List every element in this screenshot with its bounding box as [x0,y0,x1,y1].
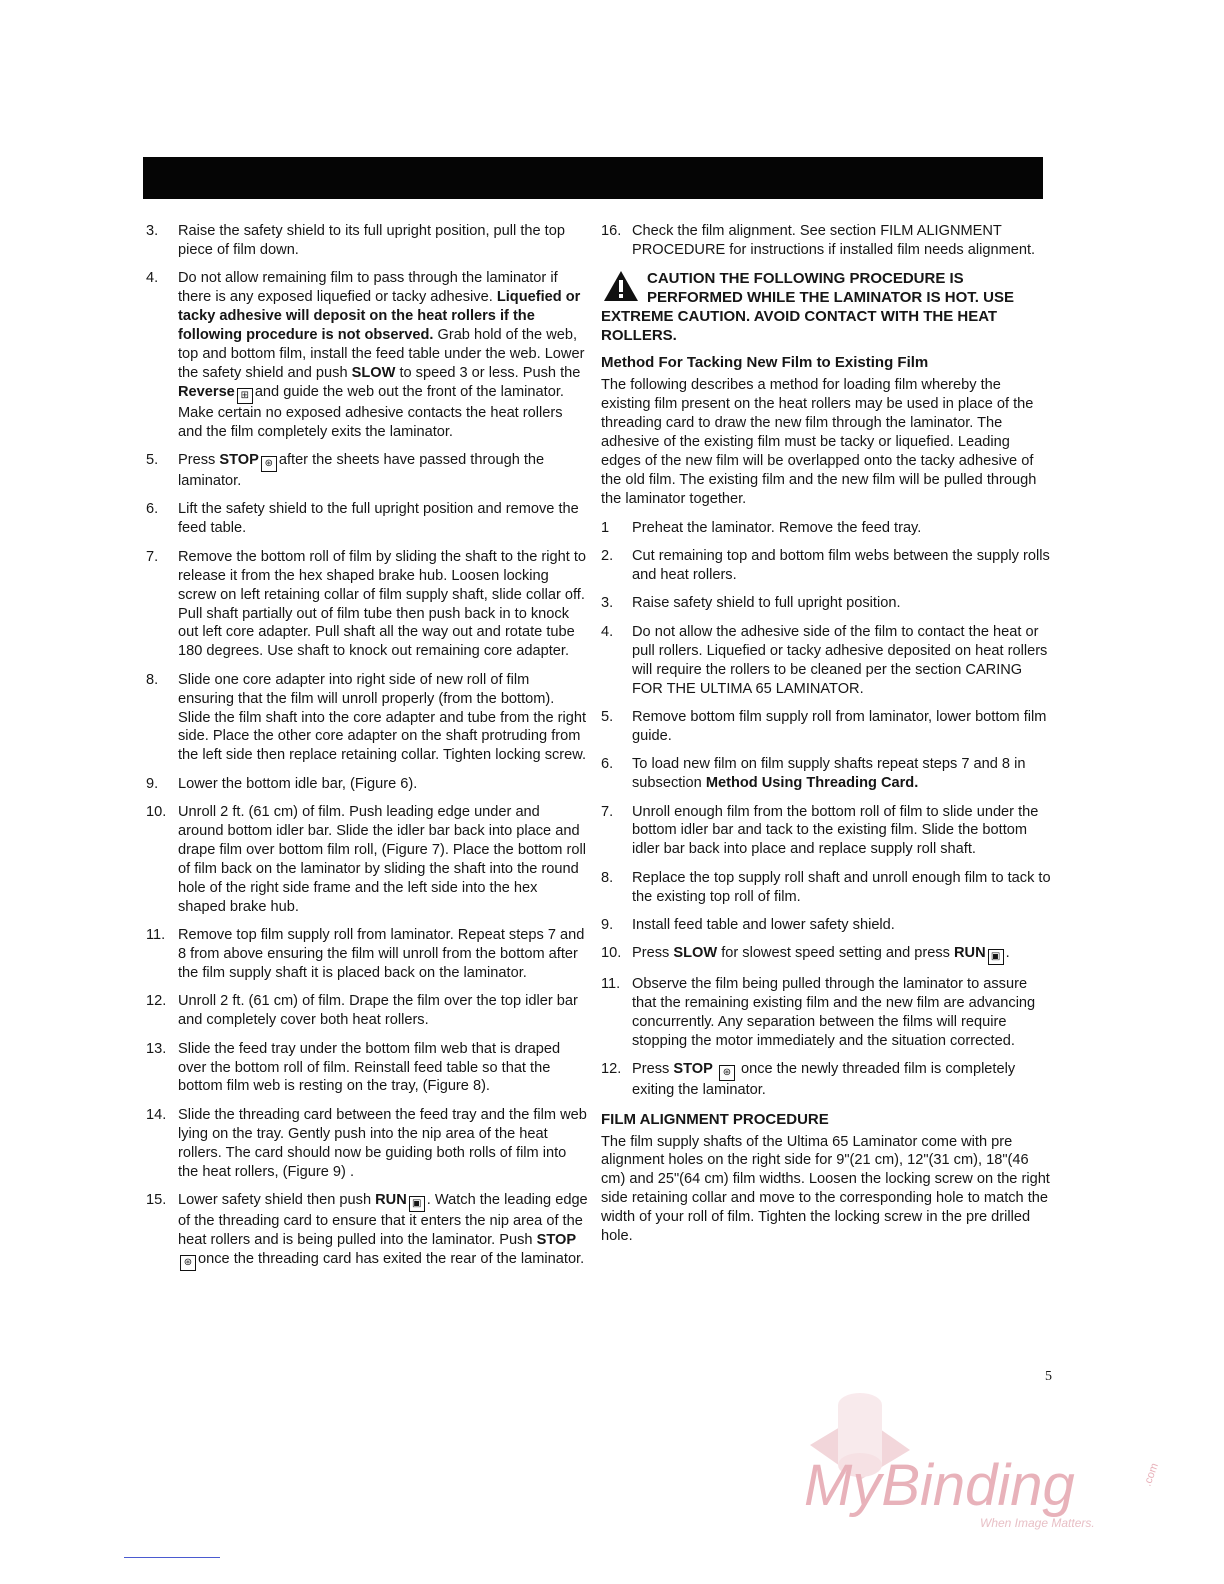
text-run: Cut remaining top and bottom film webs between the supply rolls and heat rollers. [632,548,1050,583]
text-run: Do not allow remaining film to pass through the laminator if there is any exposed liquefied or tacky adhesive. [178,270,558,306]
text-run: Do not allow the adhesive side of the film to contact the heat or pull rollers. Liquefied or tacky adhesive deposited on heat rollers will require the rollers to be cleaned per the section CARING FOR THE ULTIMA 65 LAMINATOR. [632,623,1048,697]
step-item [146,548,588,661]
step-item [601,519,1053,538]
text-run: Lift the safety shield to the full upright position and remove the feed table. [178,501,579,537]
text-run: Remove the bottom roll of film by sliding the shaft to the right to release it from the hex shaped brake hub. Loosen locking screw on left retaining collar of film supply shaft, slide collar off. Pull shaft partially out of film tube then push back in to knock out left core adapter. Pull shaft all the way out and rotate tube 180 degrees. Use shaft to knock out remaining core adapter. [178,548,587,660]
stop-key-icon: ⊛ [719,1065,735,1081]
step-number: 11. [601,975,621,992]
step-number: 6. [601,756,614,773]
step-number: 15. [146,1191,167,1208]
step-text [632,223,1035,258]
text-run: Raise safety shield to full upright position. [632,595,901,612]
step-number: 6. [146,501,159,518]
step-number: 12. [601,1061,622,1078]
text-run: after the sheets have passed through the laminator. [178,452,545,490]
bold-text: Reverse [178,383,235,400]
step-item [146,500,588,538]
step-text [632,756,1025,791]
step-number: 14. [146,1106,167,1123]
watermark-suffix: .com [1141,1461,1161,1489]
step-item [601,547,1053,585]
step-item [146,451,588,491]
text-run: Lower safety shield then push [178,1191,376,1208]
watermark-tagline: When Image Matters. [980,1516,1095,1530]
step-text [178,270,584,439]
caution-line-1: CAUTION THE FOLLOWING PROCEDURE IS [647,270,964,288]
step-item [601,708,1053,746]
method-heading: Method For Tacking New Film to Existing Film [601,354,929,372]
text-run: Install feed table and lower safety shield. [632,917,895,934]
step-text [632,804,1038,858]
bold-text: SLOW [351,364,396,381]
step-text [632,945,1010,961]
step-number: 4. [146,270,159,287]
step-text [632,520,921,536]
step-item [146,269,588,441]
step-item [601,869,1053,907]
bold-text: RUN [954,945,986,962]
step-number: 2. [601,548,614,565]
bold-text: SLOW [673,945,718,962]
mybinding-watermark [800,1375,1180,1535]
text-run: Press [632,945,674,962]
step-text [632,917,895,933]
text-run: Unroll enough film from the bottom roll of film to slide under the bottom idler bar and tack to the existing film. Slide the bottom idler bar back into place and replace supply roll shaft. [632,803,1039,858]
step-item [601,944,1053,965]
step-item [146,775,588,794]
alignment-text: The film supply shafts of the Ultima 65 Laminator come with pre alignment holes on the right side for 9"(21 cm), 12"(31 cm), 18"(46 cm) and 25"(64 cm) film widths. Loosen the locking screw on the right side retaining collar and move to the corresponding hole to match the width of your roll of film. Tighten the locking screw in the pre drilled hole. [601,1133,1050,1245]
step-text [632,548,1050,583]
step-number: 3. [146,223,159,239]
text-run: Unroll 2 ft. (61 cm) of film. Push leading edge under and around bottom idler bar. Slide the idler bar back into place and drape film over bottom film roll, (Figure 7). Place the bottom roll of film back on the laminator by sliding the shaft into the round hole of the right side frame and the left side into the hex shaped brake hub. [178,804,586,915]
bold-text: RUN [375,1191,407,1208]
step-item [146,992,588,1030]
step-number: 11. [146,927,166,944]
step-text [178,452,544,489]
text-run: and guide the web out the front of the laminator. Make certain no exposed adhesive contacts the heat rollers and the film completely exits the laminator. [178,383,564,440]
stop-key-icon: ⊛ [180,1255,196,1271]
step-text [178,672,586,764]
step-item [601,975,1053,1051]
step-number: 10. [146,804,167,821]
text-run: for slowest speed setting and press [717,945,955,962]
step-text [632,976,1035,1049]
step-text [178,223,565,258]
bold-text: STOP [536,1231,577,1248]
text-run: Remove bottom film supply roll from laminator, lower bottom film guide. [632,708,1047,744]
step-number: 7. [146,548,159,565]
text-run: Unroll 2 ft. (61 cm) of film. Drape the film over the top idler bar and completely cover both heat rollers. [178,993,578,1029]
step-text [632,624,1047,697]
stop-key-icon: ⊛ [261,456,277,472]
text-run: . Watch the leading edge of the threading card to ensure that it enters the nip area of the heat rollers and is being pulled into the laminator. Push [178,1191,588,1248]
text-run [713,1061,717,1077]
text-run: Preheat the laminator. Remove the feed tray. [632,519,922,536]
step-text [178,776,417,792]
text-run: Observe the film being pulled through the laminator to assure that the remaining existing film and the new film are advancing concurrently. Any separation between the films will require stopping the motor immediately and the situation corrected. [632,975,1036,1049]
step-text [178,501,579,536]
step-number: 8. [601,869,614,886]
bold-text: Method Using Threading Card. [705,775,919,792]
step-item [146,803,588,916]
text-run: Slide the feed tray under the bottom film web that is draped over the bottom roll of film. Reinstall feed table so that the bottom film web is resting on the tray, (Figure 8). [178,1040,561,1095]
text-run: once the threading card has exited the rear of the laminator. [198,1250,585,1267]
step-item [601,594,1053,613]
method-intro: The following describes a method for loading film whereby the existing film present on the heat rollers may be used in place of the threading card to draw the new film through the laminator. The adhesive of the existing film must be tacky or liquefied. Leading edges of the new film will be overlapped onto the tacky adhesive of the old film. The existing film and the new film will be pulled through the laminator together. [601,377,1037,507]
step-number: 3. [601,595,614,612]
text-run: once the newly threaded film is completely exiting the laminator. [632,1061,1016,1099]
watermark-brand: MyBinding [804,1453,1075,1518]
step-text [632,709,1046,744]
step-number: 9. [601,917,614,934]
left-column [146,222,588,1280]
bold-text: STOP [673,1061,713,1078]
step-text [178,1192,588,1267]
text-run: Raise the safety shield to its full upright position, pull the top piece of film down. [178,223,565,258]
text-run: Slide one core adapter into right side of new roll of film ensuring that the film will unroll properly (from the bottom). Slide the film shaft into the core adapter and tube from the right side. Place the other core adapter on the shaft protruding from the left side then replace retaining collar. Tighten locking screw. [178,671,587,764]
step-number: 8. [146,671,159,688]
step-number: 1 [601,519,610,536]
text-run: Lower the bottom idle bar, (Figure 6). [178,775,418,792]
step-item [601,222,1053,260]
step-text [178,804,586,915]
step-number: 5. [146,452,159,469]
text-run: to speed 3 or less. Push the [395,364,581,381]
step-item [601,755,1053,793]
step-number: 10. [601,945,622,962]
caution-block [601,269,1053,345]
step-number: 16. [601,223,622,239]
step-number: 9. [146,775,159,792]
step-item [601,1060,1053,1100]
step-item [146,671,588,766]
text-run: Check the film alignment. See section FILM ALIGNMENT PROCEDURE for instructions if installed film needs alignment. [632,223,1036,258]
reverse-key-icon: ⊞ [237,388,253,404]
page-number: 5 [1045,1369,1052,1384]
alignment-heading: FILM ALIGNMENT PROCEDURE [601,1110,829,1128]
step-item [601,623,1053,699]
step-number: 7. [601,803,614,820]
step-item [146,1040,588,1097]
footer-rule [124,1557,220,1558]
warning-triangle-icon [603,270,639,302]
text-run: Replace the top supply roll shaft and unroll enough film to tack to the existing top roll of film. [632,869,1051,905]
step-item [146,926,588,983]
step-text [178,1041,560,1095]
text-run: . [1005,945,1010,962]
step-item [601,803,1053,860]
caution-line-2: PERFORMED WHILE THE LAMINATOR IS HOT. USE EXTREME CAUTION. AVOID CONTACT WITH THE HEAT ROLLERS. [601,289,1014,345]
text-run: Slide the threading card between the feed tray and the film web lying on the tray. Gently push into the nip area of the heat rollers. The card should now be guiding both rolls of film into the heat rollers, (Figure 9) . [178,1106,587,1180]
bold-text: STOP [219,452,259,469]
run-key-icon: ▣ [988,949,1004,965]
header-bar [143,157,1043,199]
step-text [178,549,586,660]
step-text [178,1107,587,1180]
step-text [632,595,901,611]
step-item [601,916,1053,935]
right-column [601,222,1053,1256]
text-run: Press [178,452,220,469]
step-item [146,1106,588,1182]
step-text [632,870,1051,905]
step-item [146,222,588,260]
text-run: Press [632,1061,674,1078]
text-run: Remove top film supply roll from laminator. Repeat steps 7 and 8 from above ensuring the film will unroll from the bottom after the film supply shaft it is placed back on the laminator. [178,927,585,981]
step-text [178,993,578,1028]
text-run: Grab hold of the web, top and bottom film, install the feed table under the web. Lower the safety shield and push [178,327,585,381]
step-number: 5. [601,708,614,725]
step-text [632,1061,1015,1098]
step-number: 4. [601,623,614,640]
step-text [178,927,584,981]
run-key-icon: ▣ [409,1196,425,1212]
step-number: 12. [146,993,167,1010]
bold-text: Liquefied or tacky adhesive will deposit on the heat rollers if the following procedure is not observed. [178,289,581,344]
text-run: To load new film on film supply shafts repeat steps 7 and 8 in subsection [632,756,1026,792]
step-item [146,1191,588,1271]
step-number: 13. [146,1040,167,1057]
